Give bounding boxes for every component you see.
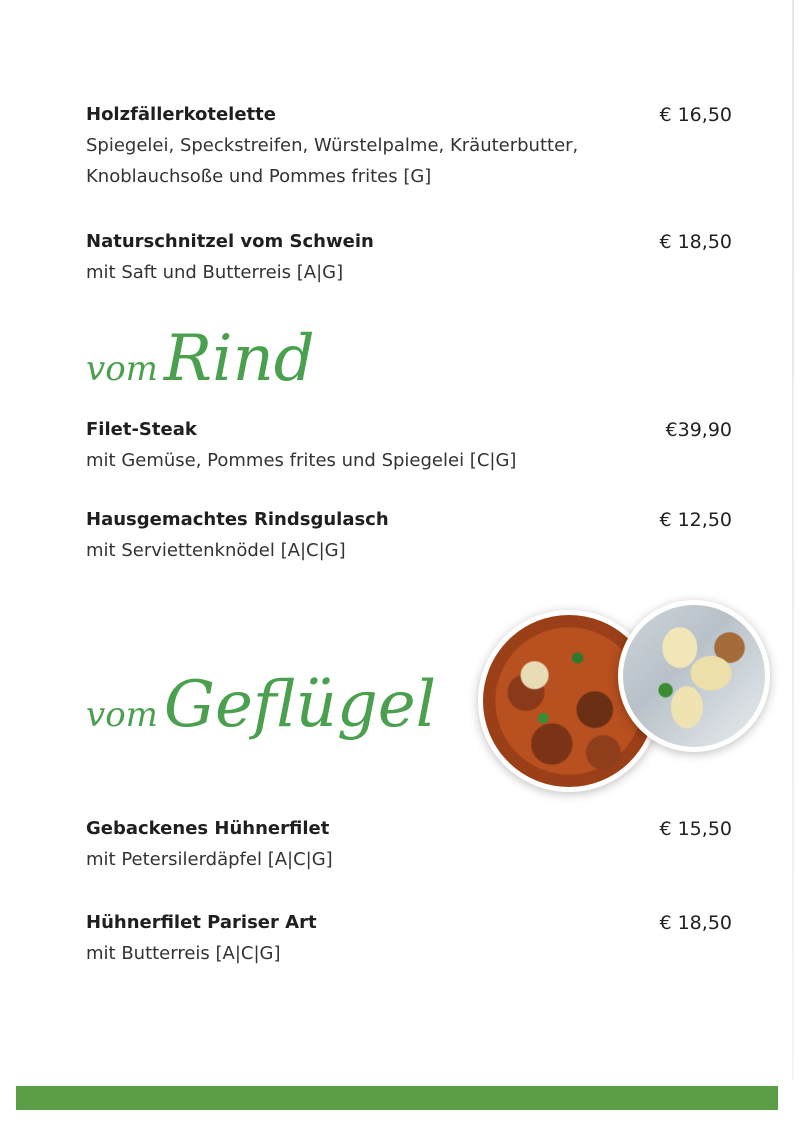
section-heading-lead: vom [86, 695, 158, 735]
item-name: Hühnerfilet Pariser Art [86, 912, 317, 933]
item-price: €39,90 [665, 419, 732, 441]
item-description: Knoblauchsoße und Pommes frites [G] [86, 166, 432, 187]
menu-item-gebackenes-huehnerfilet [86, 814, 746, 875]
item-price: € 16,50 [659, 104, 732, 126]
menu-item-huehnerfilet-pariser-art [86, 908, 746, 969]
section-heading-main: Rind [163, 322, 315, 396]
page-edge [792, 0, 794, 1080]
item-name: Gebackenes Hühnerfilet [86, 818, 330, 839]
item-price: € 12,50 [659, 509, 732, 531]
item-price: € 18,50 [659, 231, 732, 253]
item-name: Hausgemachtes Rindsgulasch [86, 509, 389, 530]
menu-item-naturschnitzel [86, 227, 746, 288]
item-price: € 15,50 [659, 818, 732, 840]
item-description: mit Saft und Butterreis [A|G] [86, 262, 344, 283]
section-heading-beef [86, 322, 315, 396]
section-heading-lead: vom [86, 349, 158, 389]
food-photos [478, 600, 768, 800]
menu-item-filet-steak [86, 415, 746, 476]
item-name: Filet-Steak [86, 419, 197, 440]
menu-item-rindsgulasch [86, 505, 746, 566]
item-description: mit Butterreis [A|C|G] [86, 943, 281, 964]
dumpling-photo [618, 600, 770, 752]
item-description: mit Gemüse, Pommes frites und Spiegelei [C|G] [86, 450, 517, 471]
item-description: mit Petersilerdäpfel [A|C|G] [86, 849, 333, 870]
section-heading-poultry [86, 668, 436, 742]
section-heading-main: Geflügel [163, 668, 437, 742]
item-name: Naturschnitzel vom Schwein [86, 231, 374, 252]
menu-item-holzfaellerkotelette [86, 100, 746, 192]
item-description: Spiegelei, Speckstreifen, Würstelpalme, Kräuterbutter, [86, 135, 579, 156]
item-price: € 18,50 [659, 912, 732, 934]
footer-bar [16, 1086, 778, 1110]
item-name: Holzfällerkotelette [86, 104, 276, 125]
item-description: mit Serviettenknödel [A|C|G] [86, 540, 346, 561]
